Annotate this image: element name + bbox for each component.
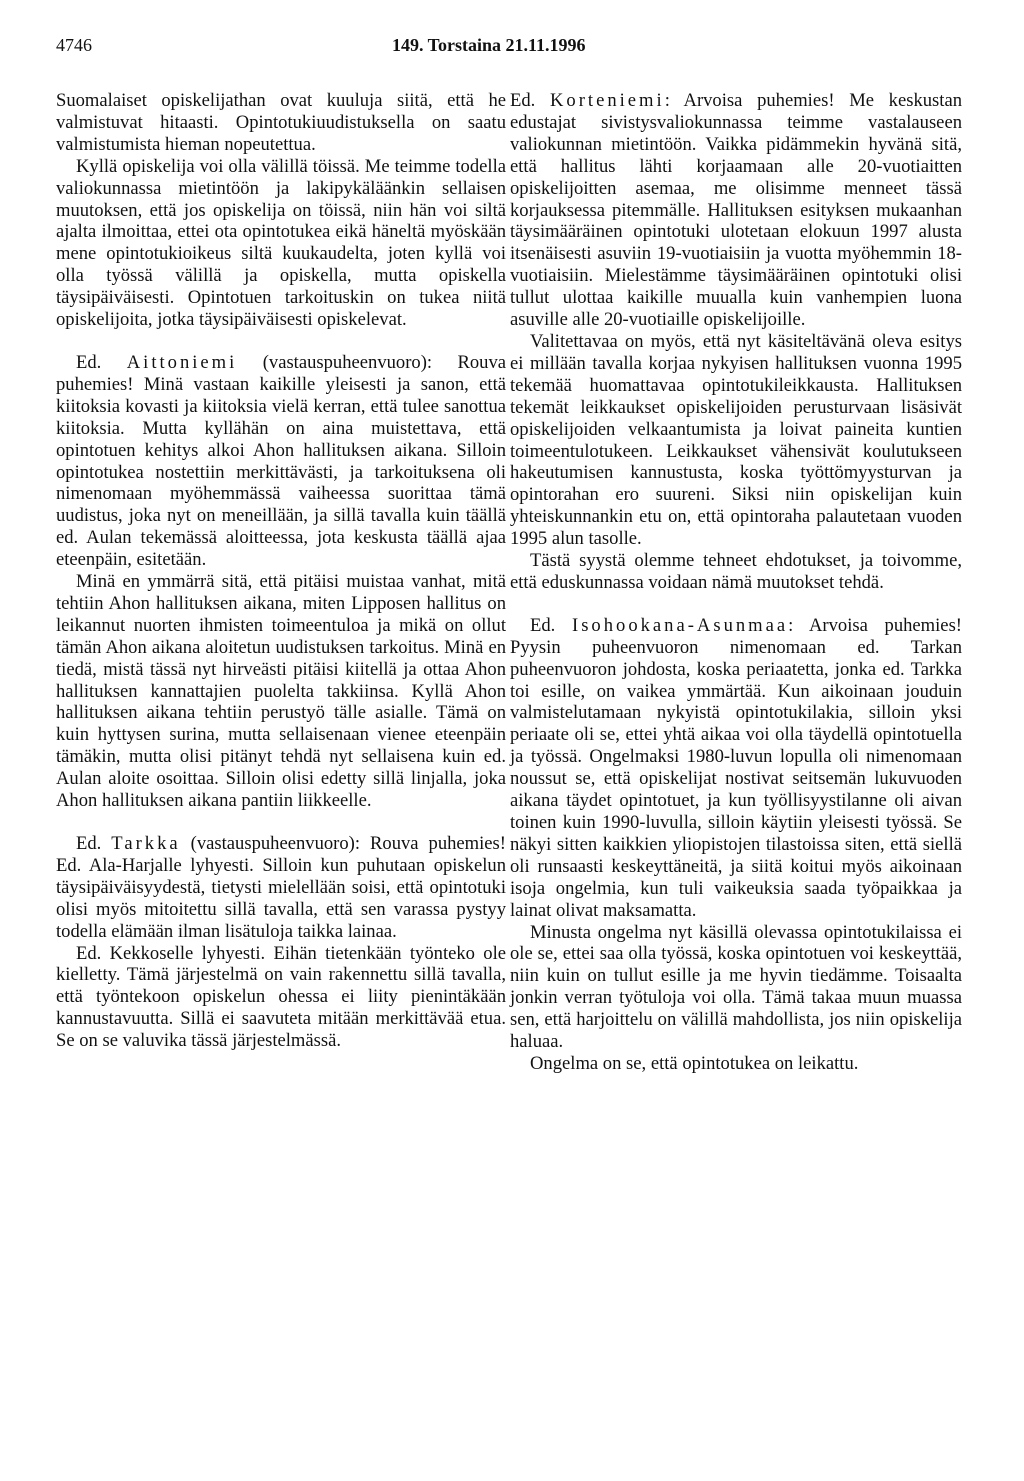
speech-isohookana-asunmaa bbox=[510, 615, 962, 922]
paragraph: Ed. Kekkoselle lyhyesti. Eihän tietenkään työnteko ole kielletty. Tämä järjestelmä on vain rakennettu sillä tavalla, että työntekoon opiskelun ohessa ei liity pienintäkään kannustavuutta. Sillä ei saavuteta mitään merkittävää etua. Se on se valuvika tässä järjestelmässä. bbox=[56, 942, 506, 1052]
speech-text: : Arvoisa puhemies! Pyysin puheenvuoron nimenomaan ed. Tarkan puheenvuoron johdosta, koska periaatetta, jonka ed. Tarkka toi esille, on vaikea ymmärtää. Kun aikoinaan jouduin valmistelutamaan nykyistä opintotukilakia, silloin yksi periaate oli se, ettei yhtä aikaa voi olla täydellä opintotuella ja työssä. Ongelmaksi 1980-luvun lopulla oli nimenomaan noussut se, että opiskelijat nostivat seitsemän lukuvuoden aikana täydet opintotuet, ja kun työllisyystilanne oli aivan toinen kuin 1990-luvulla, silloin käytiin yleisesti työssä. Se näkyi sitten kaikkien yliopistojen tilastoissa siten, että siellä oli runsaasti keskeyttäneitä, ja siitä koitui myös aikoinaan isoja ongelmia, kun tuli vaikeuksia saada työpaikkaa ja lainat olivat maksamatta. bbox=[510, 614, 962, 921]
right-column bbox=[510, 90, 962, 1075]
speaker-name: Aittoniemi bbox=[126, 351, 238, 373]
speech-korteniemi bbox=[510, 90, 962, 331]
speaker-name: Korteniemi bbox=[550, 90, 665, 111]
page-header bbox=[0, 22, 1024, 55]
paragraph: Ongelma on se, että opintotukea on leikattu. bbox=[530, 1052, 859, 1074]
paragraph: Kyllä opiskelija voi olla välillä töissä. Me teimme todella valiokunnassa mietintöön ja lakipykäläänkin sellaisen muutoksen, että jos opiskelija on töissä, niin hän voi siltä ajalta ilmoittaa, ettei ota opintotukea eikä häneltä myöskään mene opintotukioikeus siltä kuukaudelta, joten kyllä voi olla työssä välillä ja opiskella, mutta opiskella täysipäiväisesti. Opintotuen tarkoituskin on tukea niitä opiskelijoita, jotka täysipäiväisesti opiskelevat. bbox=[56, 155, 506, 331]
paragraph: Valitettavaa on myös, että nyt käsiteltävänä oleva esitys ei millään tavalla korjaa nykyisen hallituksen vuonna 1995 tekemää huomattavaa opintotukileikkausta. Hallituksen tekemät leikkaukset opiskelijoiden perusturvaan lisäsivät opiskelijoiden velkaantumista ja loivat paineita kuntien toimeentulotukeen. Leikkaukset vähensivät koulutukseen hakeutumisen kannustusta, koska työttömyysturvan ja opintorahan ero suureni. Siksi niin opiskelijan kuin yhteiskunnankin etu on, että opintoraha palautetaan vuoden 1995 alun tasolle. bbox=[510, 330, 962, 550]
running-head: 149. Torstaina 21.11.1996 bbox=[392, 35, 586, 55]
paragraph: Tästä syystä olemme tehneet ehdotukset, ja toivomme, että eduskunnassa voidaan nämä muutokset tehdä. bbox=[510, 550, 962, 593]
speaker-name: Tarkka bbox=[111, 833, 181, 854]
paragraph: Minusta ongelma nyt käsillä olevassa opintotukilaissa ei ole se, ettei saa olla työssä, koska opintotuen voi keskeyttää, niin kuin on tullut esille ja me hyvin tiedämme. Toisaalta jonkin verran työtuloja voi olla. Tämä takaa muun muassa sen, että harjoittelu on välillä mahdollista, jos niin opiskelija haluaa. bbox=[510, 921, 962, 1053]
speech-tarkka bbox=[56, 833, 506, 943]
paragraph: Suomalaiset opiskelijathan ovat kuuluja siitä, että he valmistuvat hitaasti. Opintotukiuudistuksella on saatu valmistumista hieman nopeutettua. bbox=[56, 90, 506, 155]
speech-prefix: Ed. bbox=[530, 614, 572, 636]
left-column bbox=[56, 90, 506, 1052]
speech-aittoniemi bbox=[56, 352, 506, 571]
paragraph: Minä en ymmärrä sitä, että pitäisi muistaa vanhat, mitä tehtiin Ahon hallituksen aikana, miten Lipposen hallitus on leikannut nuorten ihmisten toimeentuloa ja mikä on ollut tämän Ahon aikana aloitetun uudistuksen tarkoitus. Minä en tiedä, mistä tässä nyt hirveästi pitäisi kiitellä ja ottaa Ahon hallituksen kannattajien puolelta takkiinsa. Kyllä Ahon hallituksen aikana tehtiin perustyö tälle asialle. Tämä on kuin hyttysen surina, mutta sellaisenaan vienee eteenpäin tämäkin, mutta olisi pitänyt tehdä nyt sellaisena kuin ed. Aulan aloite osoittaa. Silloin olisi edetty sillä linjalla, joka Ahon hallituksen aikana pantiin liikkeelle. bbox=[56, 571, 506, 812]
speech-prefix: Ed. bbox=[510, 90, 550, 111]
speech-text: (vastauspuheenvuoro): Rouva puhemies! Ed. Ala-Harjalle lyhyesti. Silloin kun puhutaan opiskelun täysipäiväisyydestä, tietysti mielellään soisi, että opintotuki olisi myös mitoitettu sillä tavalla, että sen varassa pystyy todella elämään ilman lisätuloja taikka lainaa. bbox=[56, 833, 506, 942]
speech-text: : Arvoisa puhemies! Me keskustan edustajat sivistysvaliokunnassa teimme vastalauseen valiokunnan mietintöön. Vaikka pidämmekin hyvänä sitä, että hallitus lähti korjaamaan alle 20-vuotiaitten opiskelijoitten asemaa, me olisimme menneet tässä korjauksessa pitemmälle. Hallituksen esityksen mukaanhan täysimääräinen opintotuki ulotetaan elokuun 1997 alusta itsenäisesti asuviin 19-vuotiaisiin ja vuotta myöhemmin 18-vuotiaisiin. Mielestämme täysimääräinen opintotuki olisi tullut ulottaa kaikille muualla kuin vanhempien luona asuville alle 20-vuotiaille opiskelijoille. bbox=[510, 90, 963, 331]
speaker-name: Isohookana-Asunmaa bbox=[572, 614, 789, 636]
page-number: 4746 bbox=[56, 35, 92, 55]
speech-text: (vastauspuheenvuoro): Rouva puhemies! Minä vastaan kaikille yleisesti ja sanon, että kiitoksia kovasti ja kiitoksia vielä kerran, että tulee sanottua kiitoksia. Mutta kyllähän on aina muistettava, että opintotuen kehitys alkoi Ahon hallituksen aikana. Silloin opintotukea nostettiin merkittävästi, ja tarkoituksena oli nimenomaan myöhemmässä vaiheessa suorittaa tämä uudistus, joka nyt on meneillään, ja sillä tavalla kuin täällä ed. Aulan tekemässä aloitteessa, jota keskusta täällä ajaa eteenpäin, esitetään. bbox=[56, 351, 507, 571]
speech-prefix: Ed. bbox=[76, 351, 127, 373]
speech-prefix: Ed. bbox=[76, 833, 112, 854]
